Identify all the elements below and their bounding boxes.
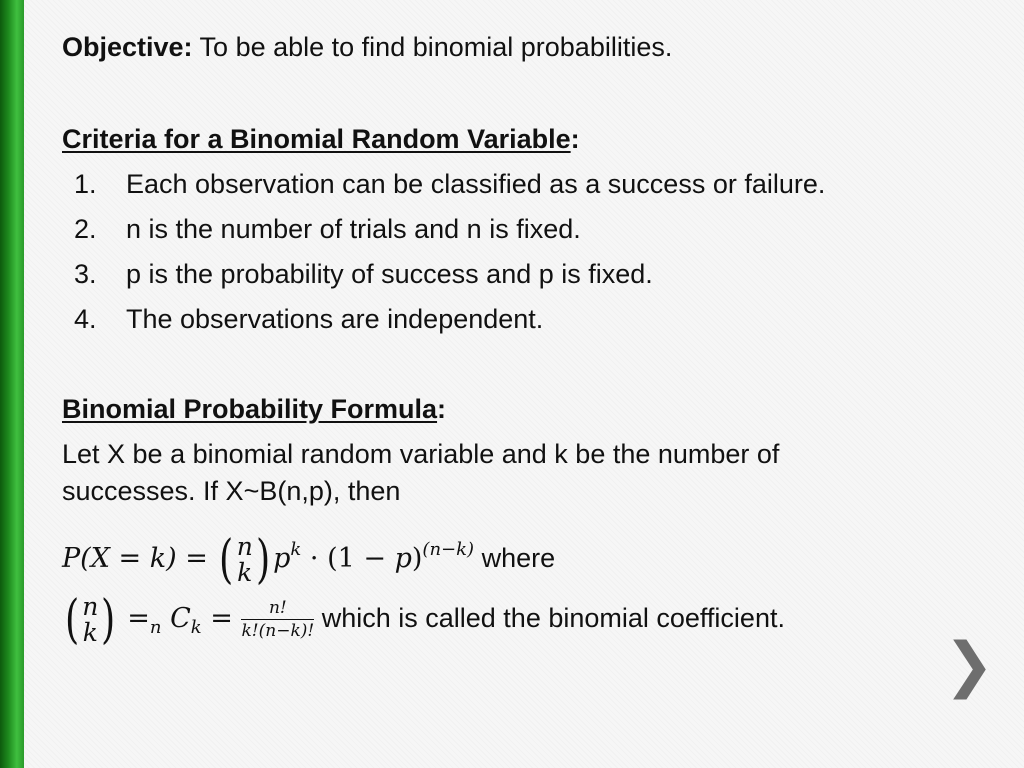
list-item-text: The observations are independent. [126, 304, 544, 334]
list-item-number: 4. [74, 304, 97, 334]
criteria-heading [62, 122, 580, 156]
criteria-heading-text: Criteria for a Binomial Random Variable [62, 124, 571, 154]
equals-sign-2: = [201, 603, 242, 634]
list-item-text: p is the probability of success and p is fixed. [126, 259, 653, 289]
left-accent-bar [0, 0, 24, 768]
formula-heading-colon: : [437, 394, 447, 424]
criteria-heading-colon: : [570, 124, 580, 154]
binomial-bottom: k [237, 558, 253, 588]
binomial-symbol [62, 590, 119, 651]
p-symbol: p [273, 543, 291, 574]
fraction-numerator: n! [241, 597, 314, 620]
list-item-number: 2. [74, 214, 97, 244]
binomial-symbol [216, 530, 273, 591]
c-symbol: C [161, 603, 191, 634]
exponent-n-minus-k: (n−k) [422, 539, 475, 560]
equation-lhs: P(X = k) = [62, 543, 217, 574]
formula-intro-line2: successes. If X~B(n,p), then [62, 476, 401, 506]
objective-line [62, 30, 672, 64]
subscript-k: k [190, 617, 202, 638]
objective-text: To be able to find binomial probabilities. [192, 32, 673, 62]
formula-heading-text: Binomial Probability Formula [62, 394, 438, 424]
list-item-text: n is the number of trials and n is fixed. [126, 214, 581, 244]
subscript-n: n [149, 617, 162, 638]
list-item-number: 3. [74, 259, 97, 289]
formula-heading [62, 392, 446, 426]
p-symbol-2: p [394, 543, 412, 574]
factorial-fraction [241, 597, 314, 642]
where-text: where [474, 543, 556, 573]
list-item-text: Each observation can be classified as a success or failure. [126, 169, 826, 199]
binomial-bottom: k [82, 618, 98, 648]
binomial-probability-equation [62, 520, 555, 590]
left-paren: ( [65, 590, 80, 651]
equation-middle: · (1 − [301, 543, 395, 574]
next-slide-arrow-icon[interactable]: ❯ [944, 630, 995, 700]
right-paren: ) [101, 590, 116, 651]
binomial-top: n [236, 532, 253, 562]
right-paren: ) [255, 530, 271, 591]
formula-intro-line1: Let X be a binomial random variable and k be the number of [62, 439, 780, 469]
fraction-denominator: k!(n−k)! [241, 621, 315, 642]
objective-label: Objective: [62, 32, 193, 62]
exponent-k: k [290, 539, 302, 560]
equals-sign: = [118, 603, 150, 634]
close-paren: ) [411, 543, 423, 574]
binomial-coefficient-equation [62, 588, 785, 658]
list-item-number: 1. [74, 169, 97, 199]
left-paren: ( [219, 530, 234, 591]
binomial-top: n [82, 592, 99, 622]
binomial-coefficient-caption: which is called the binomial coefficient. [314, 603, 785, 633]
